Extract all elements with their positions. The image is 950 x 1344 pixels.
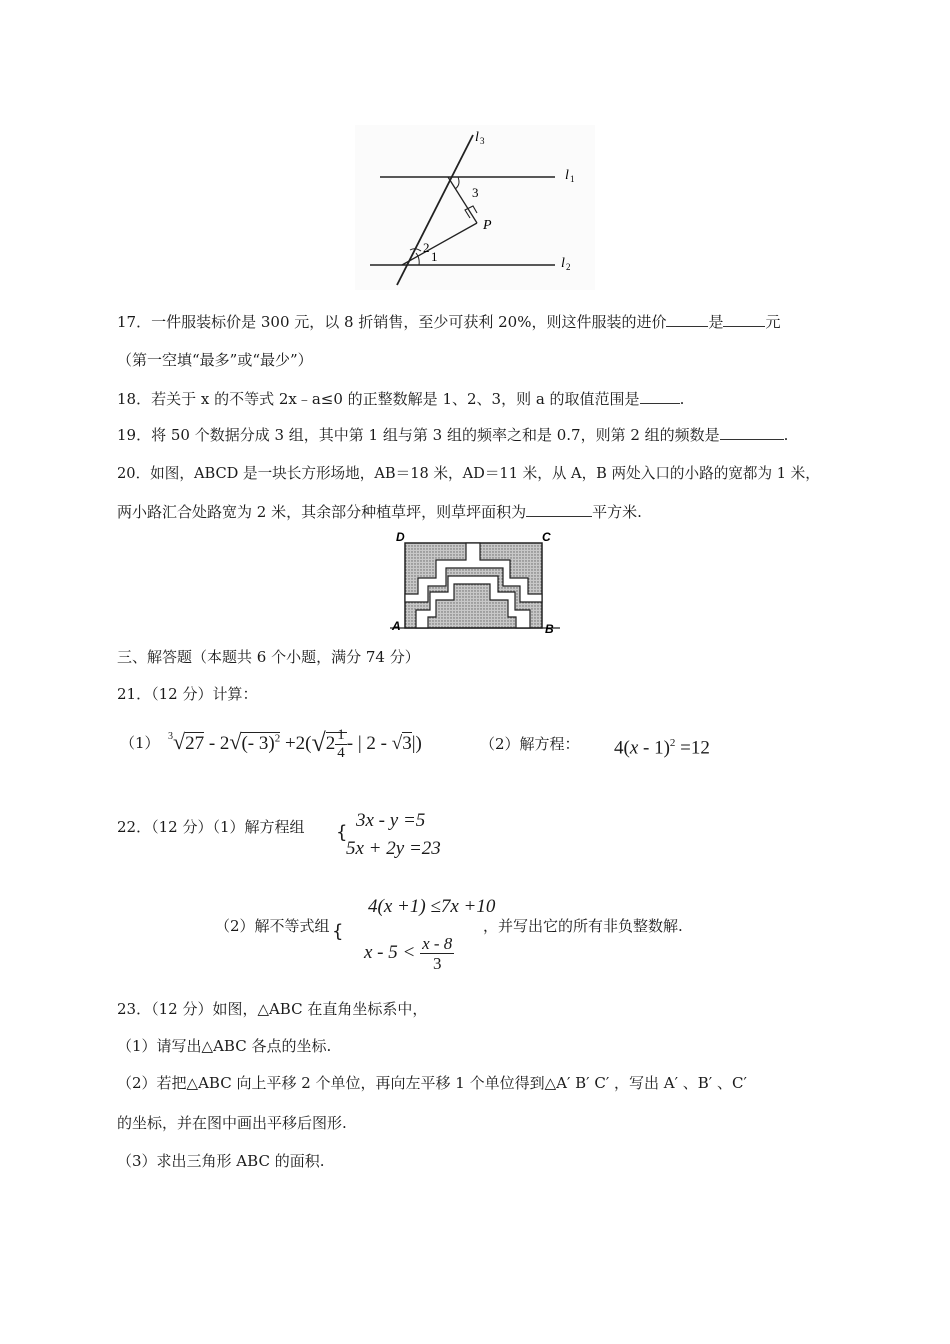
section-3-title: 三、解答题（本题共 6 个小题，满分 74 分） — [117, 648, 420, 666]
mixed-number-whole: 2 — [325, 733, 336, 754]
q21-term2: - 2 — [204, 733, 230, 754]
eq-variable: x — [629, 737, 639, 759]
cube-root-radicand: 27 — [185, 733, 205, 754]
q17-blank-1[interactable] — [666, 312, 708, 327]
rectangle-field-figure — [390, 530, 565, 635]
q22-part2-tail: ，并写出它的所有非负整数解. — [483, 917, 683, 935]
sqrt3-radicand: 3 — [402, 733, 412, 754]
label-angle2: 2 — [423, 240, 430, 255]
question-22-header: 22．（12 分）（1）解方程组 — [117, 818, 305, 836]
q21-term3: +2( — [280, 733, 312, 754]
q23-part1: （1）请写出△ABC 各点的坐标. — [117, 1037, 332, 1055]
question-19 — [117, 424, 788, 445]
system-eq1: 3x - y =5 — [356, 810, 426, 831]
q23-part3: （3）求出三角形 ABC 的面积. — [117, 1152, 325, 1170]
q20-text-end: 平方米. — [592, 503, 642, 521]
q21-abs-end: |) — [411, 733, 422, 754]
q18-blank[interactable] — [640, 389, 680, 404]
eq-exponent: 2 — [669, 737, 676, 749]
label-d: D — [396, 530, 405, 544]
parallel-lines-figure — [355, 125, 595, 290]
q19-blank[interactable] — [720, 425, 784, 440]
eq-mid: - 1) — [638, 737, 670, 759]
q20-blank[interactable] — [526, 502, 592, 517]
q20-text: 两小路汇合处路宽为 2 米，其余部分种植草坪，则草坪面积为 — [117, 503, 527, 521]
q21-abs-start: - | 2 - — [346, 733, 392, 754]
q21-part2-label: （2）解方程： — [480, 735, 580, 753]
q19-text: 19．将 50 个数据分成 3 组，其中第 1 组与第 3 组的频率之和是 0.7，则第 2 组的频数是 — [117, 426, 720, 444]
label-l1-sub: 1 — [570, 174, 575, 184]
eq-right: =12 — [675, 737, 710, 759]
eq-left: 4( — [614, 737, 630, 759]
q17-text-end: 元 — [765, 313, 781, 331]
fraction-numerator: 1 — [337, 727, 345, 744]
inequality-2 — [364, 935, 454, 972]
q21-part1-expression: $^3$√27 - 2√(- 3)$^2$ +2(√2 $\frac{1}{4}$ - | 2 - √3|) — [168, 727, 422, 762]
question-20-line1: 20．如图，ABCD 是一块长方形场地，AB＝18 米，AD＝11 米，从 A，B 两处入口的小路的宽都为 1 米， — [117, 465, 820, 482]
q18-text-end: . — [679, 390, 685, 408]
inequality-brace: { — [332, 921, 344, 942]
q19-text-end: . — [783, 426, 789, 444]
system-brace: { — [336, 822, 348, 843]
q21-part1-label: （1） — [120, 734, 160, 752]
sqrt-radicand: (- 3) — [241, 733, 275, 754]
inequality-2-numerator: x - 8 — [422, 934, 453, 953]
label-a: A — [392, 619, 401, 633]
cube-root-index: 3 — [168, 731, 173, 742]
label-l3: l — [475, 130, 479, 145]
question-17 — [117, 311, 780, 332]
label-l1: l — [565, 168, 569, 183]
q17-text-mid: 是 — [708, 313, 724, 331]
question-21-header: 21．（12 分）计算： — [117, 685, 258, 703]
q22-part2-label: （2）解不等式组 — [215, 917, 330, 935]
q17-text: 17．一件服装标价是 300 元，以 8 折销售，至少可获利 20%，则这件服装的进价 — [117, 313, 667, 331]
q21-part2-equation — [614, 737, 710, 759]
q18-text: 18．若关于 x 的不等式 2x﹣a≤0 的正整数解是 1、2、3，则 a 的取值范围是 — [117, 390, 640, 408]
label-angle1: 1 — [431, 249, 438, 264]
q23-part2-line1: （2）若把△ABC 向上平移 2 个单位，再向左平移 1 个单位得到△A′ B′ C′ ，写出 A′ 、B′ 、C′ — [117, 1074, 747, 1092]
q17-blank-2[interactable] — [723, 312, 765, 327]
label-point-p: P — [483, 218, 492, 233]
inequality-1 — [368, 896, 495, 918]
inequality-1-text: 4(x +1) ≤7x +10 — [368, 896, 496, 917]
fraction-denominator: 4 — [337, 745, 345, 762]
system-eq2: 5x + 2y =23 — [346, 838, 441, 859]
label-l3-sub: 3 — [480, 136, 485, 146]
label-l2-sub: 2 — [566, 262, 571, 272]
label-l2: l — [561, 256, 565, 271]
label-b: B — [545, 622, 554, 635]
sqrt-exponent: 2 — [274, 732, 281, 745]
inequality-2-left: x - 5 < — [364, 941, 416, 963]
question-20-line2 — [117, 501, 642, 522]
q17-note: （第一空填“最多”或“最少”） — [117, 351, 313, 369]
label-angle3: 3 — [472, 185, 479, 200]
label-c: C — [542, 530, 551, 544]
q23-part2-line2: 的坐标，并在图中画出平移后图形. — [117, 1114, 347, 1132]
inequality-2-denominator: 3 — [432, 954, 442, 973]
question-23-header: 23．（12 分）如图，△ABC 在直角坐标系中， — [117, 1000, 428, 1018]
question-18 — [117, 388, 684, 409]
